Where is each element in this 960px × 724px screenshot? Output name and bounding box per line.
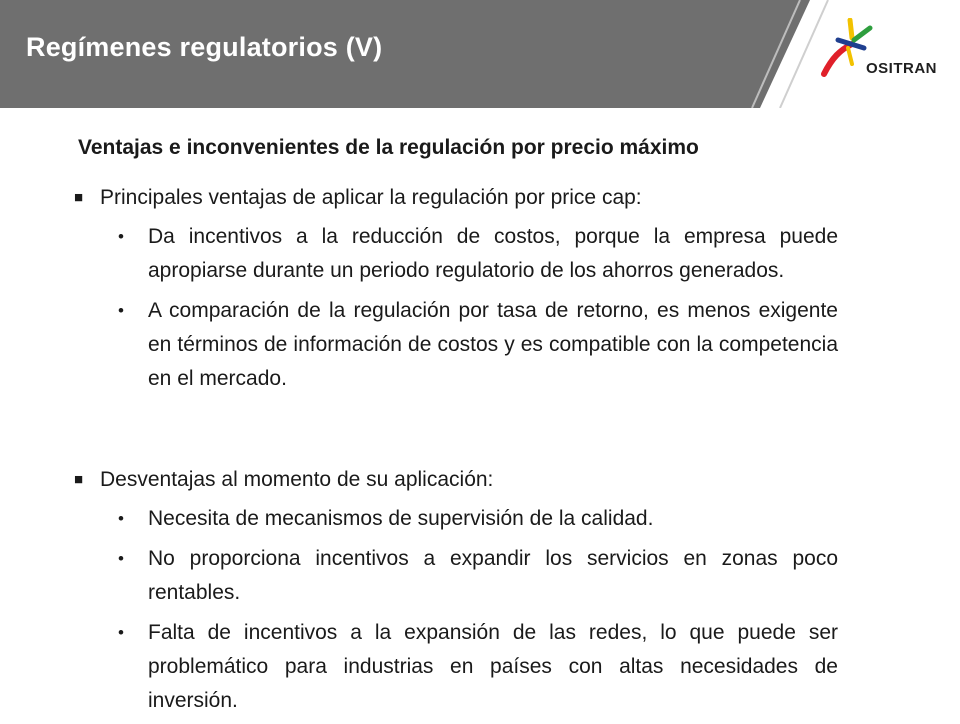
list-item-text: A comparación de la regulación por tasa de retorno, es menos exigente en términos de información de costos y es compatible con la competencia en el mercado. [148,299,838,390]
bullet-icon: • [118,227,124,246]
bullet-icon: • [118,549,124,568]
disadvantages-heading-text: Desventajas al momento de su aplicación: [100,468,494,491]
square-bullet-icon: ■ [74,471,84,488]
bullet-icon: • [118,623,124,642]
square-bullet-icon: ■ [74,189,84,206]
advantages-heading-text: Principales ventajas de aplicar la regulación por price cap: [100,186,642,209]
logo-mark-icon [818,18,938,90]
disadvantages-heading [74,464,894,496]
list-item [118,542,894,610]
list-item-text: Da incentivos a la reducción de costos, porque la empresa puede apropiarse durante un periodo regulatorio de los ahorros generados. [148,225,838,282]
header-bar [0,0,960,108]
list-item [118,502,894,536]
bullet-icon: • [118,301,124,320]
list-item-text: Necesita de mecanismos de supervisión de la calidad. [148,507,654,530]
advantages-heading [74,182,894,214]
list-item-text: Falta de incentivos a la expansión de las redes, lo que puede ser problemático para industrias en países con altas necesidades de inversión. [148,621,838,712]
page-title: Regímenes regulatorios (V) [26,32,383,62]
list-item [118,220,894,288]
logo-text: OSITRAN [866,60,937,77]
slide-subtitle: Ventajas e inconvenientes de la regulación por precio máximo [78,136,699,159]
ositran-logo [818,18,938,90]
list-item-text: No proporciona incentivos a expandir los servicios en zonas poco rentables. [148,547,838,604]
list-item [118,616,894,718]
bullet-icon: • [118,509,124,528]
list-item [118,294,894,396]
disadvantages-section [74,464,894,724]
advantages-section [74,182,894,402]
